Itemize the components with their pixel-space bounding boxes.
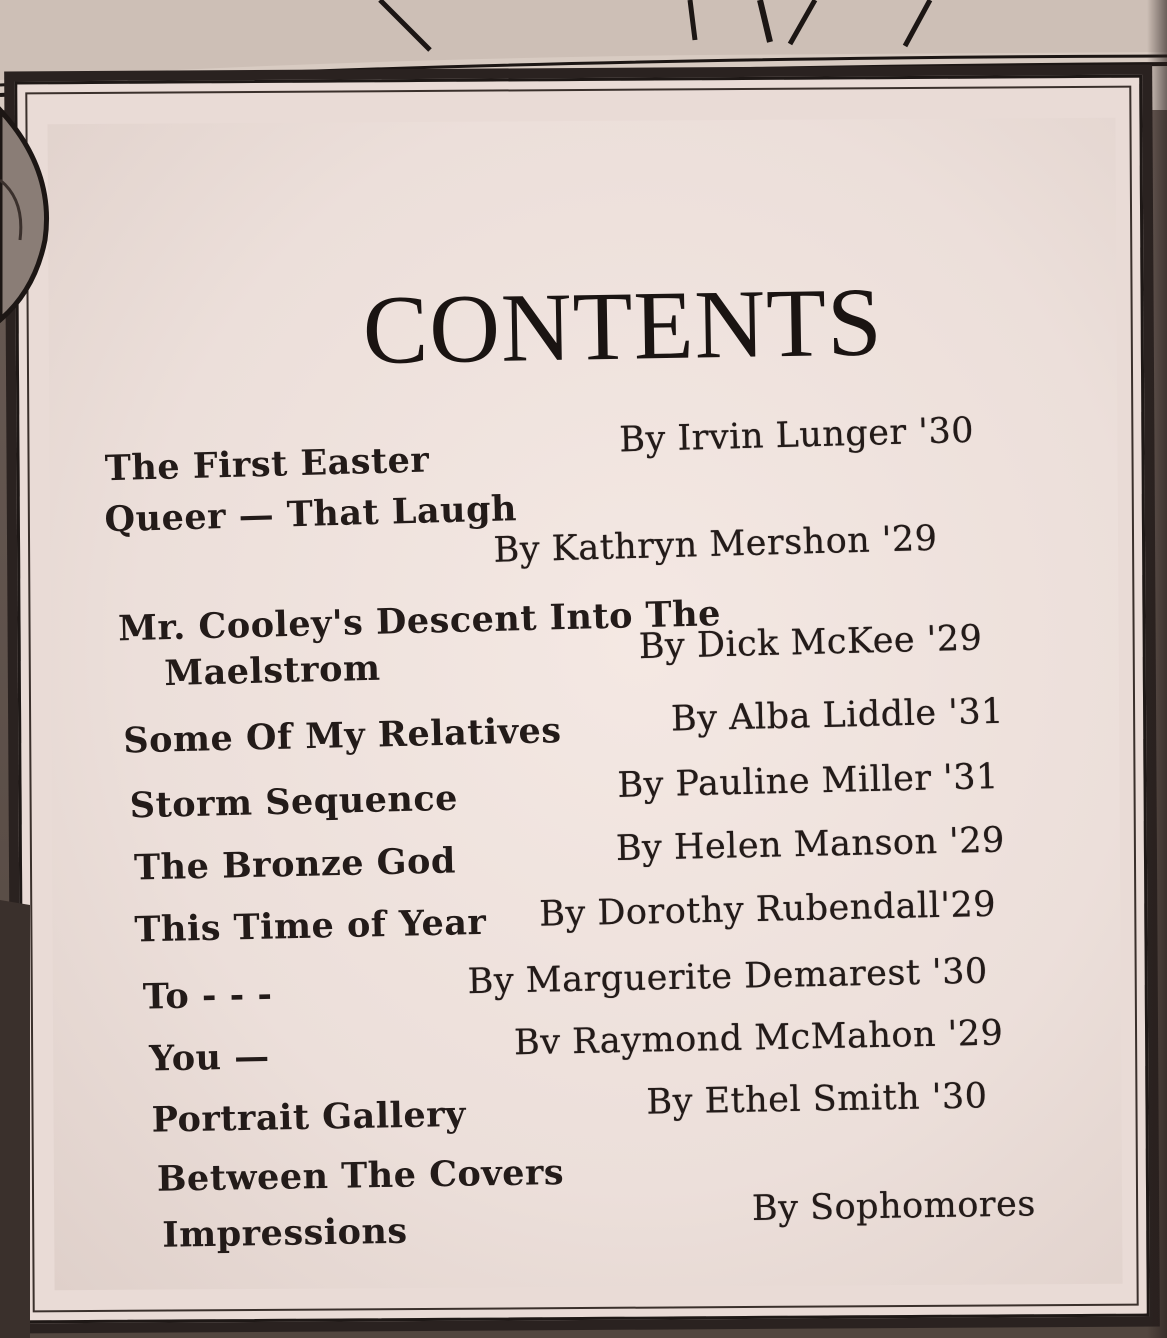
- entry-title: This Time of Year: [134, 901, 487, 951]
- contents-entry: [123, 689, 1114, 762]
- entry-title: The First Easter: [104, 439, 430, 490]
- entry-title: Between The Covers: [156, 1152, 565, 1200]
- entry-author: By Marguerite Demarest '30: [467, 951, 989, 1003]
- contents-entry: [129, 754, 1120, 827]
- entry-author: By Sophomores: [751, 1184, 1037, 1229]
- paper-surface: [47, 118, 1122, 1291]
- entry-author: By Irvin Lunger '30: [618, 410, 975, 461]
- entry-author: By Ethel Smith '30: [646, 1076, 988, 1123]
- contents-entry: [149, 1011, 1140, 1081]
- contents-entry: [142, 949, 1133, 1019]
- contents-entry: [104, 473, 1096, 580]
- contents-entry: [151, 1074, 1142, 1142]
- page-border: [14, 75, 1150, 1324]
- entry-title: Storm Sequence: [129, 777, 459, 827]
- entry-author: By Alba Liddle '31: [670, 691, 1005, 740]
- illustration-fragment-left: [0, 0, 60, 1338]
- entry-title: Portrait Gallery: [151, 1093, 467, 1141]
- contents-entry: [118, 583, 1110, 698]
- entry-title: To - - -: [142, 974, 273, 1018]
- contents-entry: [134, 882, 1125, 954]
- entry-title: Queer — That Laugh: [104, 488, 518, 541]
- entry-title: Some Of My Relatives: [122, 710, 562, 762]
- entry-author: By Pauline Miller '31: [616, 756, 1000, 806]
- contents-heading: CONTENTS: [361, 268, 884, 386]
- entry-author: By Kathryn Mershon '29: [493, 518, 939, 571]
- contents-entry: [134, 818, 1125, 890]
- entry-author: Bv Raymond McMahon '29: [513, 1013, 1004, 1064]
- entry-author: By Dick McKee '29: [638, 618, 983, 668]
- photo-edge-shadow: [1147, 0, 1167, 1338]
- entry-title: Impressions: [161, 1210, 408, 1256]
- contents-entry: [104, 408, 1095, 490]
- contents-page: [4, 65, 1160, 1334]
- entry-title: You —: [148, 1036, 271, 1080]
- entry-title-line-1: Mr. Cooley's Descent Into The: [117, 593, 722, 650]
- entry-title-line-2: Maelstrom: [163, 647, 381, 695]
- entry-author: By Helen Manson '29: [615, 820, 1006, 869]
- entry-author: By Dorothy Rubendall'29: [538, 884, 997, 935]
- entry-title: The Bronze God: [133, 840, 457, 889]
